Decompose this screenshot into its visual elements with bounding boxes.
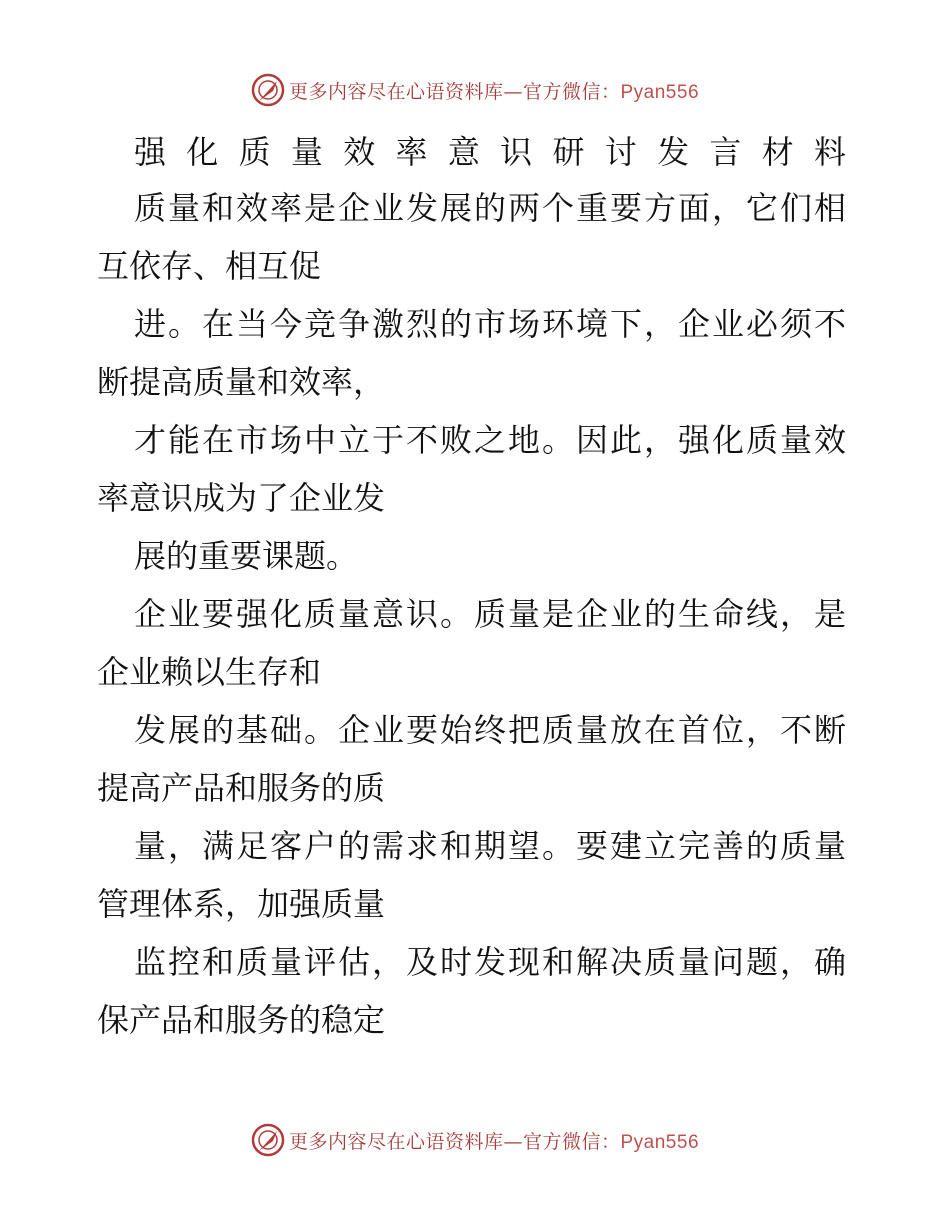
paragraph-line: 管理体系，加强质量	[97, 885, 386, 923]
paragraph-line: 保产品和服务的稳定	[97, 1001, 386, 1039]
paragraph-line: 才能在市场中立于不败之地。因此，强化质量效	[134, 421, 846, 459]
quill-logo-icon	[251, 1123, 285, 1157]
document-title: 强 化 质 量 效 率 意 识 研 讨 发 言 材 料	[134, 133, 846, 171]
paragraph-line: 监控和质量评估，及时发现和解决质量问题，确	[134, 943, 846, 981]
paragraph-line: 企业赖以生存和	[97, 653, 322, 691]
paragraph-line: 提高产品和服务的质	[97, 769, 386, 807]
paragraph-line: 率意识成为了企业发	[97, 479, 386, 517]
quill-logo-icon	[251, 73, 285, 107]
paragraph-line: 企业要强化质量意识。质量是企业的生命线，是	[134, 595, 846, 633]
paragraph-line: 互依存、相互促	[97, 247, 322, 285]
paragraph-line: 量，满足客户的需求和期望。要建立完善的质量	[134, 827, 846, 865]
footer-banner	[0, 1120, 950, 1160]
paragraph-line: 展的重要课题。	[134, 537, 359, 575]
footer-banner-label: 更多内容尽在心语资料库—官方微信：Pyan556	[288, 1130, 700, 1153]
header-banner-label: 更多内容尽在心语资料库—官方微信：Pyan556	[288, 80, 700, 103]
paragraph-line: 质量和效率是企业发展的两个重要方面，它们相	[134, 189, 846, 227]
paragraph-line: 发展的基础。企业要始终把质量放在首位，不断	[134, 711, 846, 749]
paragraph-line: 进。在当今竞争激烈的市场环境下，企业必须不	[134, 305, 846, 343]
header-banner	[0, 70, 950, 110]
paragraph-line: 断提高质量和效率，	[97, 363, 386, 401]
